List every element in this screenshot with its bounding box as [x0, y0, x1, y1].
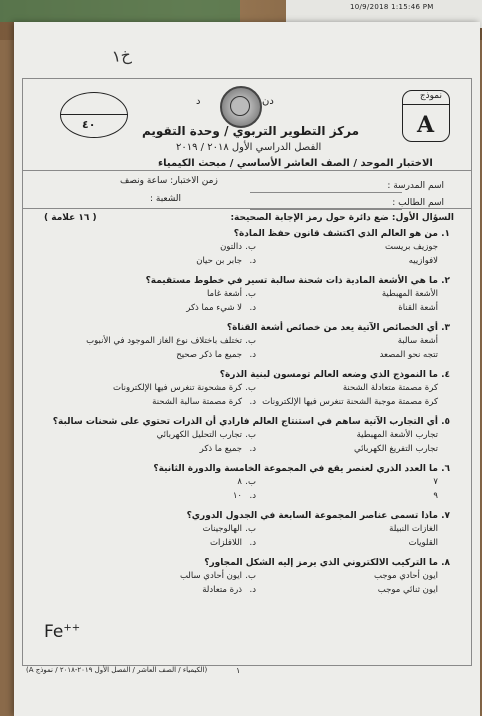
- model-letter: A: [417, 112, 435, 138]
- page-number: ١: [236, 666, 241, 675]
- question-text: من هو العالم الذي اكتشف قانون حفظ المادة؟: [233, 229, 438, 239]
- border-left: [22, 78, 23, 666]
- option-b-label: ب.: [245, 383, 256, 393]
- option-d-text: جابر بن حيان: [196, 256, 242, 266]
- option-b-label: ب.: [245, 289, 256, 299]
- question-number: ٢.: [441, 276, 450, 286]
- un-emblem-icon: [220, 86, 262, 128]
- option-d-label: د.: [249, 397, 256, 407]
- question-text: ما النموذج الذي وضعه العالم تومسون لبنية الذرة؟: [219, 370, 438, 380]
- question-text: ما التركيب الالكتروني الذي يرمز إليه الشكل المجاور؟: [204, 558, 438, 568]
- option-d-text: كرة مصمتة سالبة الشحنة: [152, 397, 242, 407]
- option-b-label: ب.: [245, 524, 256, 534]
- option-c-text: أشعة القناة: [398, 303, 438, 313]
- question-number: ٥.: [441, 417, 450, 427]
- score-circle: [60, 92, 128, 138]
- exam-title: الاختبار الموحد / الصف العاشر الأساسي / مبحث الكيمياء: [158, 158, 433, 169]
- option-b-text: ٨: [237, 477, 242, 487]
- option-c-text: القلويات: [408, 538, 438, 548]
- option-b-text: ايون أحادي سالب: [179, 571, 242, 581]
- option-d-label: د.: [249, 350, 256, 360]
- question-text: أي الخصائص الآتية يعد من خصائص أشعة القناة؟: [226, 323, 438, 333]
- ion-symbol: Fe: [44, 622, 64, 642]
- option-d-text: ١٠: [232, 491, 242, 501]
- ion-charge: ++: [63, 622, 81, 634]
- option-d-label: د.: [249, 303, 256, 313]
- ion-figure: [44, 622, 80, 642]
- option-b-text: الهالوجينات: [202, 524, 242, 534]
- score-circle-divider: [60, 114, 128, 115]
- question-number: ٦.: [441, 464, 450, 474]
- option-d-text: جميع ما ذكر صحيح: [176, 350, 242, 360]
- option-c-text: كرة مصمتة موجبة الشحنة تنغرس فيها الإلكترونات: [262, 397, 438, 407]
- option-b-label: ب.: [245, 242, 256, 252]
- org-fragment-left: د: [196, 96, 201, 107]
- option-d-text: اللافلزات: [210, 538, 242, 548]
- student-label: اسم الطالب :: [392, 198, 444, 208]
- option-d-text: جميع ما ذكر: [199, 444, 242, 454]
- center-name: مركز التطوير التربوي / وحدة التقويم: [142, 124, 360, 138]
- question-text: ماذا تسمى عناصر المجموعة السابعة في الجدول الدوري؟: [186, 511, 438, 521]
- option-b-label: ب.: [245, 477, 256, 487]
- option-b-label: ب.: [245, 336, 256, 346]
- footer-note: (الكيمياء / الصف العاشر / الفصل الأول ٢٠١٩-٢٠١٨ / نموذج A): [26, 666, 208, 674]
- option-d-label: د.: [249, 585, 256, 595]
- model-label: نموذج: [419, 91, 442, 101]
- option-b-text: تختلف باختلاف نوع الغاز الموجود في الأنبوب: [86, 336, 242, 346]
- question-text: أي التجارب الآتية ساهم في استنتاج العالم فارادي أن الذرات تحتوي على شحنات سالبة؟: [52, 417, 438, 427]
- score-total: ٤٠: [82, 118, 96, 131]
- option-d-text: لا شيء مما ذكر: [186, 303, 242, 313]
- border-top: [22, 78, 472, 79]
- option-d-text: ذرة متعادلة: [202, 585, 242, 595]
- option-c-text: تتجه نحو المصعد: [379, 350, 438, 360]
- question-text: ما العدد الذري لعنصر يقع في المجموعة الخامسة والدورة الثانية؟: [153, 464, 438, 474]
- option-a-text: كرة مصمتة متعادلة الشحنة: [342, 383, 438, 393]
- border-right: [471, 78, 472, 666]
- option-a-text: ايون أحادي موجب: [374, 571, 438, 581]
- option-c-text: ايون ثنائي موجب: [377, 585, 438, 595]
- option-d-label: د.: [249, 256, 256, 266]
- handwritten-mark: خ١: [110, 44, 133, 67]
- question-number: ٤.: [441, 370, 450, 380]
- header-rule-bottom: [22, 208, 472, 209]
- option-a-text: تجارب الأشعة المهبطية: [356, 430, 438, 440]
- model-box-divider: [402, 104, 450, 105]
- question-title: السؤال الأول: ضع دائرة حول رمز الإجابة الصحيحة:: [230, 213, 454, 223]
- school-label: اسم المدرسة :: [387, 181, 444, 191]
- timestamp: 10/9/2018 1:15:46 PM: [350, 3, 434, 11]
- question-number: ١.: [441, 229, 450, 239]
- school-line: [250, 192, 402, 193]
- org-fragment-right: دن: [262, 96, 274, 107]
- section-label: الشعبة :: [150, 194, 182, 204]
- option-b-text: أشعة غاما: [206, 289, 242, 299]
- option-d-label: د.: [249, 538, 256, 548]
- header-rule: [22, 170, 472, 171]
- option-a-text: أشعة سالبة: [397, 336, 438, 346]
- option-b-label: ب.: [245, 571, 256, 581]
- question-number: ٧.: [441, 511, 450, 521]
- option-a-text: الغازات النبيلة: [389, 524, 438, 534]
- option-c-text: تجارب التفريغ الكهربائي: [353, 444, 438, 454]
- student-line: [250, 209, 402, 210]
- option-d-label: د.: [249, 491, 256, 501]
- option-a-text: الأشعة المهبطية: [381, 289, 438, 299]
- option-d-label: د.: [249, 444, 256, 454]
- question-number: ٣.: [441, 323, 450, 333]
- question-marks: ( ١٦ علامة ): [44, 213, 97, 223]
- exam-duration: زمن الاختبار: ساعة ونصف: [120, 176, 218, 186]
- question-number: ٨.: [441, 558, 450, 568]
- option-c-text: ٩: [433, 491, 438, 501]
- option-b-text: تجارب التحليل الكهربائي: [156, 430, 242, 440]
- option-a-text: ٧: [433, 477, 438, 487]
- option-a-text: جوزيف بريست: [385, 242, 438, 252]
- option-b-label: ب.: [245, 430, 256, 440]
- background-green-strip: [0, 0, 240, 22]
- option-b-text: دالتون: [220, 242, 242, 252]
- option-b-text: كرة مشحونة تنغرس فيها الإلكترونات: [113, 383, 242, 393]
- option-c-text: لافوازييه: [408, 256, 438, 266]
- semester: الفصل الدراسي الأول ٢٠١٨ / ٢٠١٩: [176, 142, 322, 153]
- question-text: ما هي الأشعة المادية ذات شحنة سالبة تسير في خطوط مستقيمة؟: [145, 276, 438, 286]
